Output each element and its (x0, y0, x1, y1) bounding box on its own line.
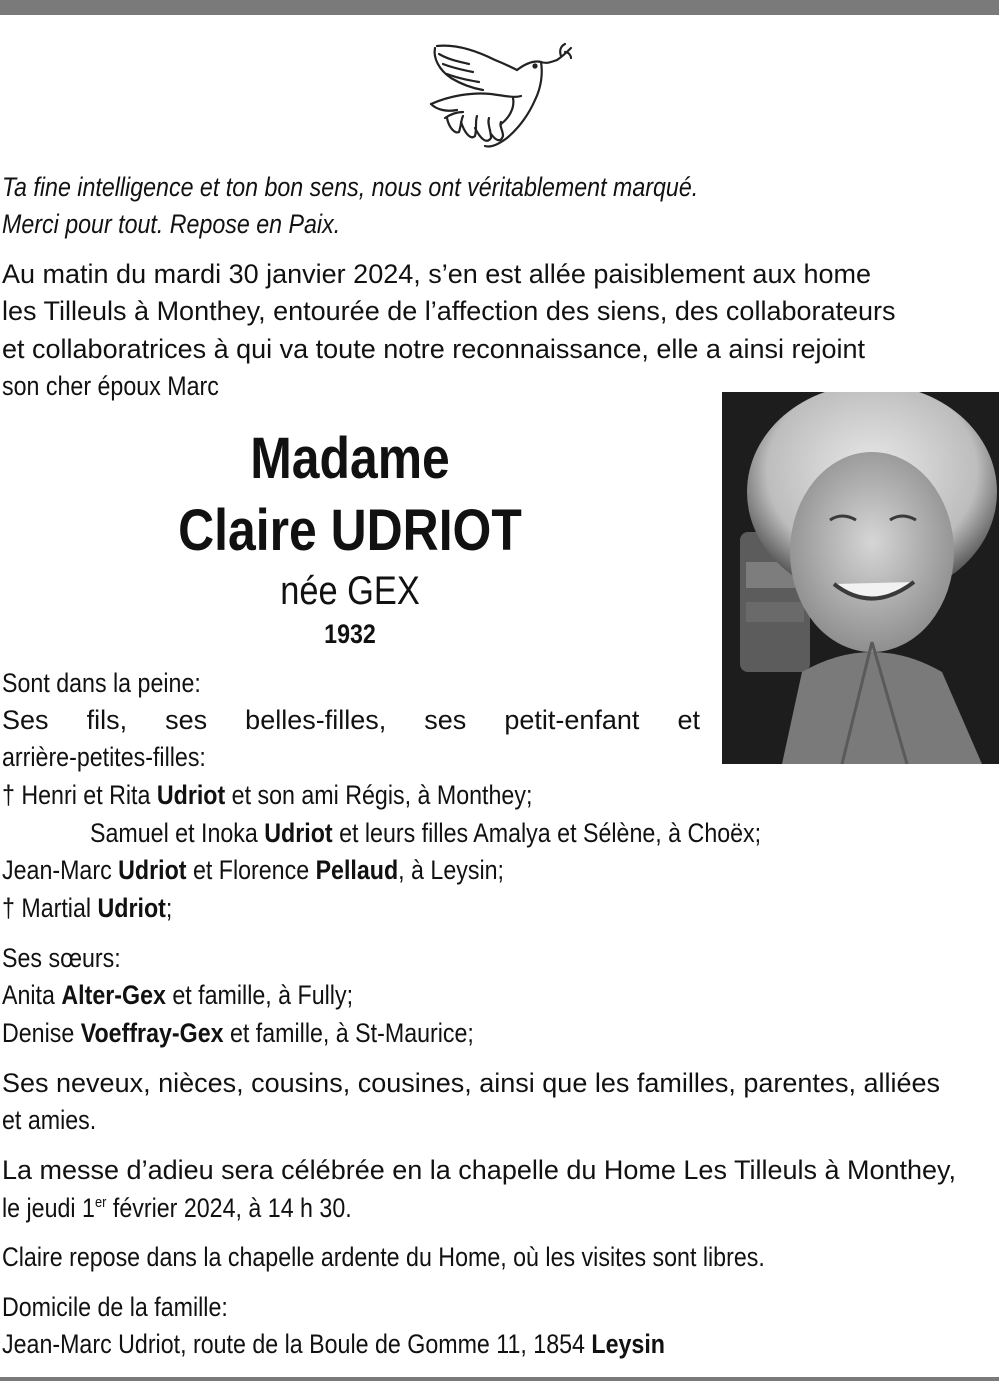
top-rule (0, 0, 999, 15)
domicile-address: Jean-Marc Udriot, route de la Boule de Gomme 11, 1854 Leysin (2, 1329, 665, 1359)
sister-entry: Anita Alter-Gex et famille, à Fully; (2, 980, 354, 1010)
honorific: Madame (250, 426, 450, 491)
birth-year: 1932 (324, 619, 376, 649)
sister-entry: Denise Voeffray-Gex et famille, à St-Maurice; (2, 1018, 474, 1048)
family-entry: † Henri et Rita Udriot et son ami Régis, à Monthey; (2, 780, 533, 810)
family-entry: Jean-Marc Udriot et Florence Pellaud, à Leysin; (2, 855, 504, 885)
mass-line: le jeudi 1er février 2024, à 14 h 30. (2, 1193, 352, 1223)
domicile-header: Domicile de la famille: (2, 1292, 228, 1322)
mass-line: La messe d’adieu sera célébrée en la chapelle du Home Les Tilleuls à Monthey, (2, 1155, 957, 1185)
intro-line: Au matin du mardi 30 janvier 2024, s’en est allée paisiblement aux home (2, 259, 871, 289)
mourners-line: Ses fils, ses belles-filles, ses petit-enfant et (2, 705, 700, 735)
bottom-rule (0, 1377, 999, 1381)
sisters-header: Ses sœurs: (2, 943, 121, 973)
mourners-header: Sont dans la peine: (2, 668, 201, 698)
mourners-line: arrière-petites-filles: (2, 742, 206, 772)
relatives-line: Ses neveux, nièces, cousins, cousines, ainsi que les familles, parentes, alliées (2, 1068, 940, 1098)
intro-line: et collaboratrices à qui va toute notre reconnaissance, elle a ainsi rejoint (2, 334, 865, 364)
intro-line: les Tilleuls à Monthey, entourée de l’affection des siens, des collaborateurs (2, 296, 896, 326)
family-entry: † Martial Udriot; (2, 893, 173, 923)
maiden-name: née GEX (280, 569, 420, 613)
intro-line: son cher époux Marc (2, 371, 219, 401)
portrait-photo (722, 392, 999, 764)
dove-icon (425, 38, 575, 153)
epigraph-line: Merci pour tout. Repose en Paix. (2, 209, 341, 239)
family-entry: Samuel et Inoka Udriot et leurs filles Amalya et Sélène, à Choëx; (90, 818, 762, 848)
deceased-name: Claire UDRIOT (178, 498, 522, 563)
epigraph-line: Ta fine intelligence et ton bon sens, nous ont véritablement marqué. (2, 172, 699, 202)
relatives-line: et amies. (2, 1105, 97, 1135)
rest-line: Claire repose dans la chapelle ardente du Home, où les visites sont libres. (2, 1242, 765, 1272)
